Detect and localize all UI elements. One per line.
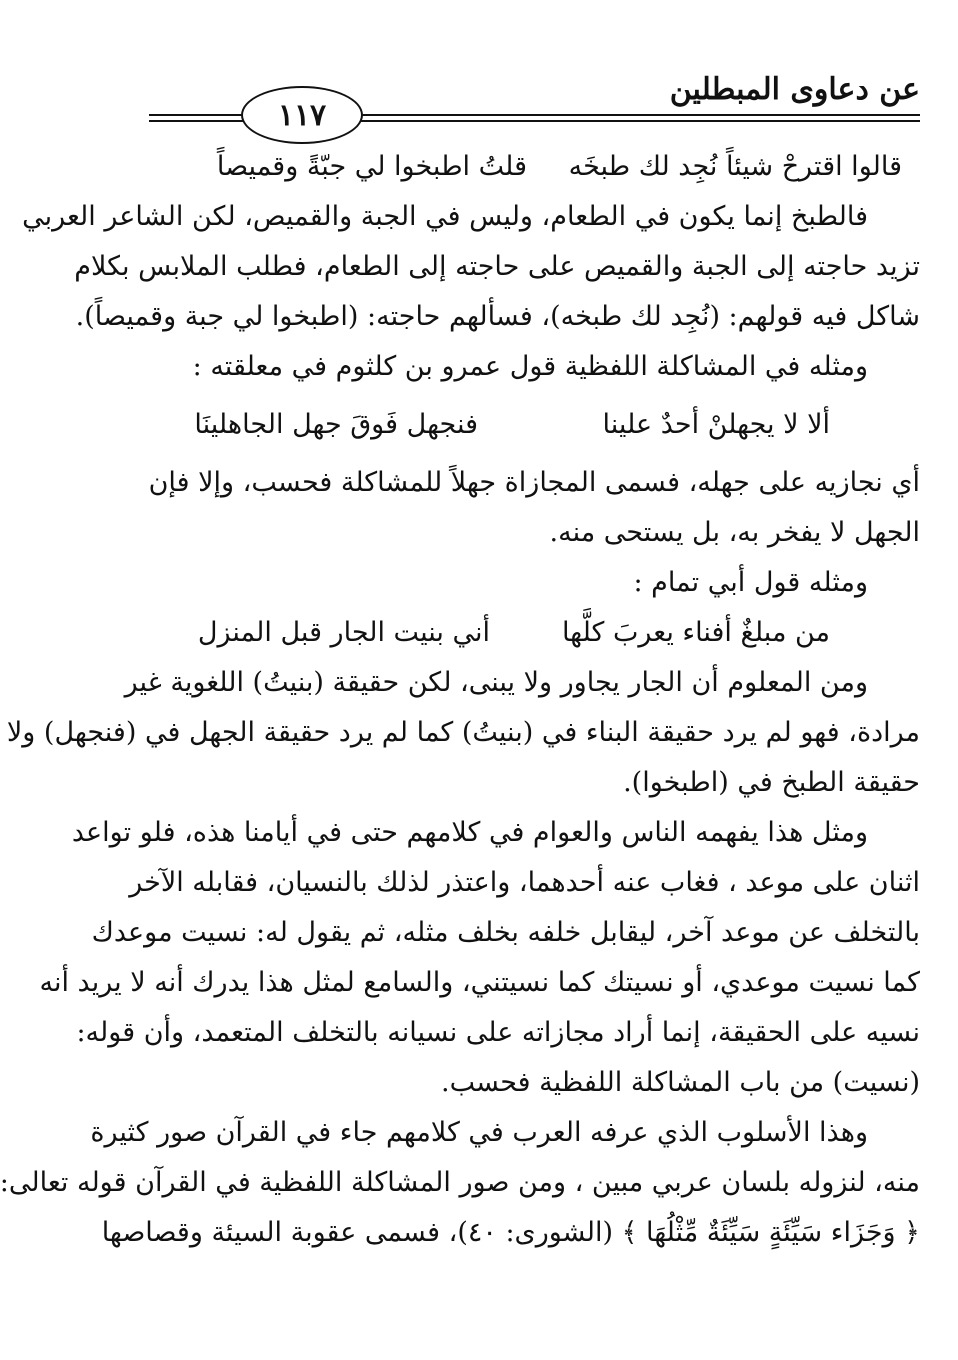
verse-first-hemistich: من مبلغٌ أفناء يعربَ كلَّها bbox=[561, 617, 830, 648]
poem-verse bbox=[145, 608, 920, 658]
poem-verse bbox=[145, 142, 920, 192]
paragraph-line: تزيد حاجته إلى الجبة والقميص على حاجته إلى الطعام، فطلب الملابس بكلام bbox=[74, 251, 920, 282]
verse-first-hemistich: ألا لا يجهلنْ أحدٌ علينا bbox=[602, 409, 830, 440]
paragraph-line: نسيه على الحقيقة، إنما أراد مجازاته على نسيانه بالتخلف المتعمد، وأن قوله: bbox=[76, 1017, 920, 1048]
paragraph-line: وهذا الأسلوب الذي عرفه العرب في كلامهم جاء في القرآن صور كثيرة bbox=[90, 1117, 868, 1148]
page-number: ١١٧ bbox=[241, 86, 363, 144]
paragraph-line: الجهل لا يفخر به، بل يستحى منه. bbox=[549, 517, 920, 548]
paragraph-line: ومن المعلوم أن الجار يجاور ولا يبنى، لكن حقيقة (بنيتُ) اللغوية غير bbox=[124, 667, 868, 698]
paragraph-line: كما نسيت موعدي، أو نسيتك كما نسيتني، والسامع لمثل هذا يدرك أنه لا يريد أنه bbox=[39, 967, 920, 998]
paragraph-line: فالطبخ إنما يكون في الطعام، وليس في الجبة والقميص، لكن الشاعر العربي bbox=[22, 201, 868, 232]
paragraph-line: ومثل هذا يفهمه الناس والعوام في كلامهم حتى في أيامنا هذه، فلو تواعد bbox=[71, 817, 868, 848]
paragraph-line: اثنان على موعد ، فغاب عنه أحدهما، واعتذر لذلك بالنسيان، فقابله الآخر bbox=[129, 867, 920, 898]
paragraph-line: شاكل فيه قولهم: (نُجِد لك طبخه)، فسألهم حاجته: (اطبخوا لي جبة وقميصاً). bbox=[75, 301, 920, 332]
paragraph-line: ومثله قول أبي تمام : bbox=[633, 567, 868, 598]
paragraph-line: منه، لنزوله بلسان عربي مبين ، ومن صور المشاكلة اللفظية في القرآن قوله تعالى: bbox=[0, 1167, 920, 1198]
verse-second-hemistich: أني بنيت الجار قبل المنزل bbox=[197, 617, 490, 648]
paragraph-line: حقيقة الطبخ في (اطبخوا). bbox=[623, 767, 920, 798]
verse-second-hemistich: فنجهل فَوقَ جهل الجاهلينَا bbox=[194, 409, 478, 440]
verse-first-hemistich: قالوا اقترحْ شيئاً نُجِد لك طبخَه bbox=[568, 151, 902, 182]
paragraph-line: (نسيت) من باب المشاكلة اللفظية فحسب. bbox=[441, 1067, 920, 1098]
page-body bbox=[0, 142, 920, 1258]
paragraph-line: بالتخلف عن موعد آخر، ليقابل خلفه بخلف مثله، ثم يقول له: نسيت موعدك bbox=[91, 917, 920, 948]
quran-verse-line: ﴿ وَجَزَاء سَيِّئَةٍ سَيِّئَةٌ مِّثْلُهَا ﴾ (الشورى: ٤٠)، فسمى عقوبة السيئة وقصاصها bbox=[101, 1217, 920, 1248]
page-header bbox=[149, 60, 920, 133]
paragraph-line: أي نجازيه على جهله، فسمى المجازاة جهلاً للمشاكلة فحسب، وإلا فإن bbox=[148, 467, 920, 498]
poem-verse bbox=[145, 400, 920, 450]
verse-second-hemistich: قلتُ اطبخوا لي جبّةً وقميصاً bbox=[216, 151, 527, 182]
paragraph-line: مرادة، فهو لم يرد حقيقة البناء في (بنيتُ) كما لم يرد حقيقة الجهل في (فنجهل) ولا bbox=[6, 717, 920, 748]
running-title: عن دعاوى المبطلين bbox=[669, 72, 920, 107]
paragraph-line: ومثله في المشاكلة اللفظية قول عمرو بن كلثوم في معلقته : bbox=[192, 351, 868, 382]
